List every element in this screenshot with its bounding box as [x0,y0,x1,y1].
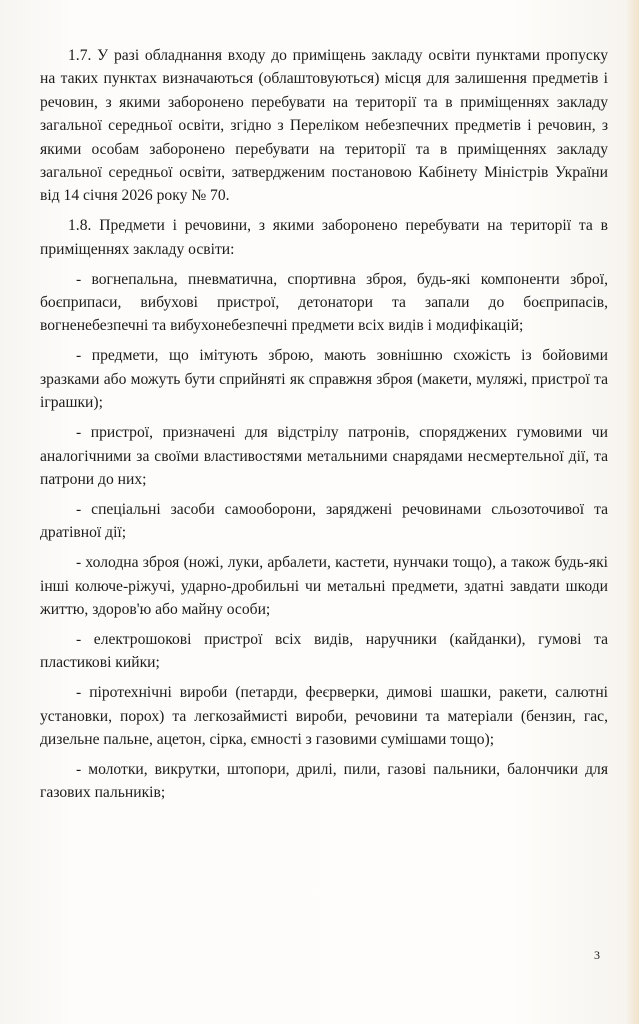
list-item-pyrotechnics: - піротехнічні вироби (петарди, феєрверки, димові шашки, ракети, салютні установки, порох) та легкозаймисті вироби, речовини та матеріали (бензин, гас, дизельне пальне, ацетон, сірка, ємності з газовими сумішами тощо); [40,684,608,748]
page-number: 3 [594,948,600,962]
paper-edge-tint [625,0,639,1024]
list-item-rubber-bullet-devices: - пристрої, призначені для відстрілу патронів, споряджених гумовими чи аналогічними за своїми властивостями метальними снарядами несмертельної дії, та патрони до них; [40,424,608,488]
list-item-self-defense-means: - спеціальні засоби самооборони, заряджені речовинами сльозоточивої та дратівної дії; [40,500,608,542]
list-item-tools: - молотки, викрутки, штопори, дрилі, пили, газові пальники, балончики для газових пальників; [40,760,608,802]
list-item-cold-weapons: - холодна зброя (ножі, луки, арбалети, кастети, нунчаки тощо), а також будь-які інші колюче-ріжучі, ударно-дробильні чи метальні предмети, здатні завдати шкоди життю, здоров'ю або майну особи; [40,554,608,618]
document-body [40,44,608,811]
list-item-electroshock-devices: - електрошокові пристрої всіх видів, наручники (кайданки), гумові та пластикові кийки; [40,630,608,672]
list-item-weapons: - вогнепальна, пневматична, спортивна зброя, будь-які компоненти зброї, боєприпаси, вибухові пристрої, детонатори та запали до боєприпасів, вогненебезпечні та вибухонебезпечні предмети всіх видів і модифікацій; [40,270,608,335]
list-item-imitation-weapons: - предмети, що імітують зброю, мають зовнішню схожість із бойовими зразками або можуть бути сприйняті як справжня зброя (макети, муляжі, пристрої та іграшки); [40,347,608,412]
paragraph-1-8: 1.8. Предмети і речовини, з якими заборонено перебувати на території та в приміщеннях закладу освіти: [40,217,608,258]
paragraph-1-7: 1.7. У разі обладнання входу до приміщень закладу освіти пунктами пропуску на таких пунктах визначаються (облаштовуються) місця для залишення предметів і речовин, з якими заборонено перебувати на території та в приміщеннях закладу загальної середньої освіти, згідно з Переліком небезпечних предметів і речовин, з якими особам заборонено перебувати на території та в приміщеннях закладу загальної середньої освіти, затвердженим постановою Кабінету Міністрів України від 14 січня 2026 року № 70. [40,47,608,205]
